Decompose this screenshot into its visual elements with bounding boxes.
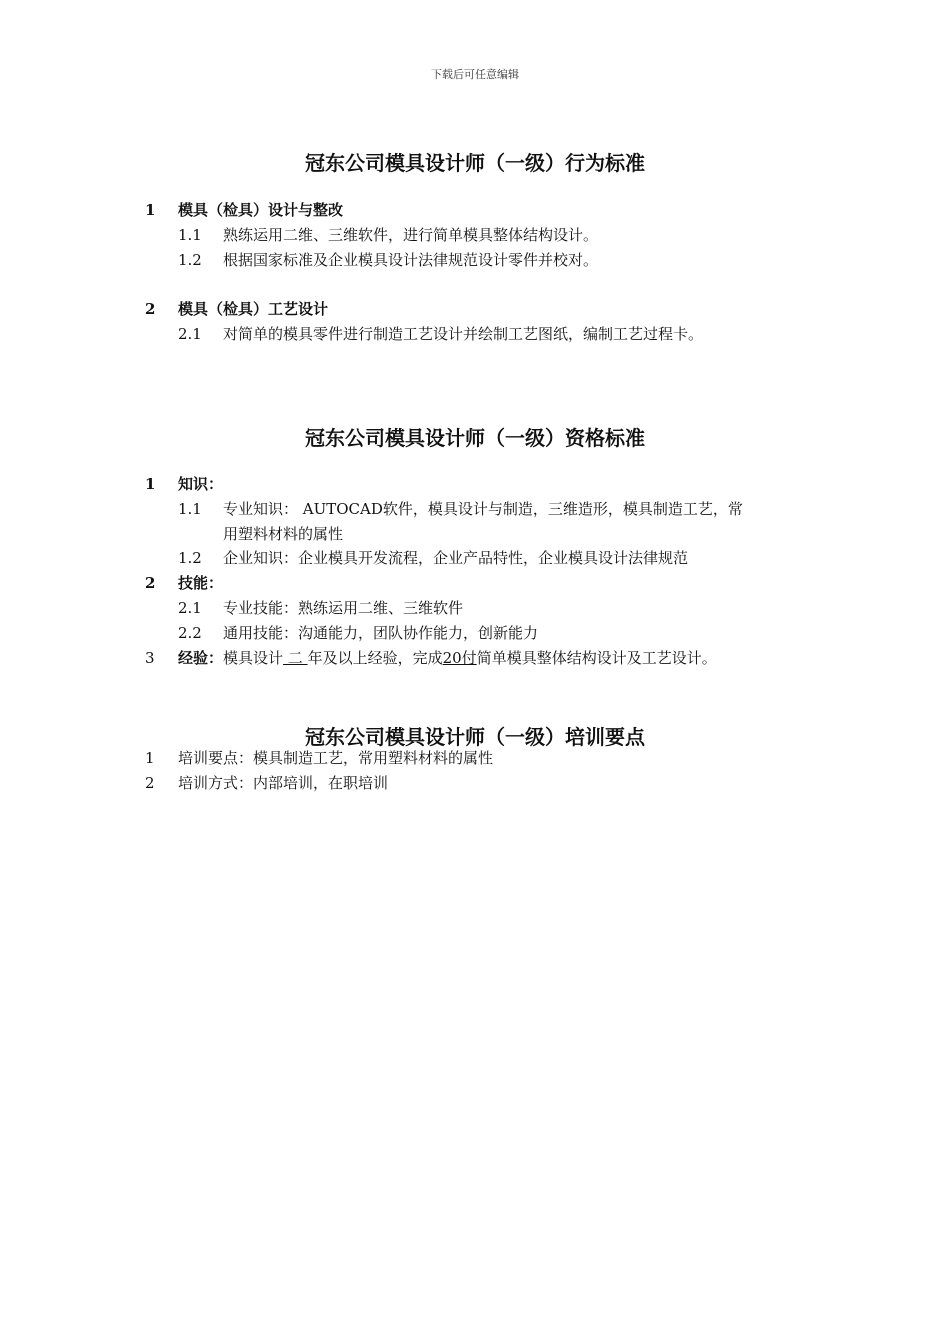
item-number: 2	[145, 574, 156, 592]
sub-number: 2.2	[178, 624, 202, 642]
sub-text-continuation: 用塑料材料的属性	[223, 525, 344, 543]
sub-number: 1.2	[178, 251, 202, 269]
item-number: 1	[145, 749, 155, 767]
sub-text: 通用技能：沟通能力，团队协作能力，创新能力	[223, 624, 539, 642]
sub-text: 熟练运用二维、三维软件，进行简单模具整体结构设计。	[223, 226, 599, 244]
sub-number: 2.1	[178, 325, 202, 343]
experience-text-b: 年及以上经验，完成	[307, 649, 443, 667]
item-heading: 模具（检具）工艺设计	[178, 300, 329, 318]
sub-number: 2.1	[178, 599, 202, 617]
item-number: 2	[145, 774, 155, 792]
sub-text: 对简单的模具零件进行制造工艺设计并绘制工艺图纸，编制工艺过程卡。	[223, 325, 704, 343]
item-heading: 技能：	[178, 574, 224, 592]
experience-text-a: 模具设计	[223, 649, 284, 667]
item-number: 1	[145, 475, 156, 493]
sub-text: 根据国家标准及企业模具设计法律规范设计零件并校对。	[223, 251, 599, 269]
item-number: 2	[145, 300, 156, 318]
sub-number: 1.1	[178, 500, 202, 518]
item-number: 3	[145, 649, 155, 667]
experience-line	[178, 646, 717, 671]
sub-text: 专业技能：熟练运用二维、三维软件	[223, 599, 464, 617]
sub-number: 1.1	[178, 226, 202, 244]
sub-text: 专业知识： AUTOCAD软件，模具设计与制造，三维造形，模具制造工艺，常	[223, 500, 743, 518]
item-text: 培训要点：模具制造工艺，常用塑料材料的属性	[178, 749, 494, 767]
item-heading: 模具（检具）设计与整改	[178, 201, 344, 219]
item-number: 1	[145, 201, 156, 219]
item-heading: 经验：	[178, 649, 224, 667]
experience-count: 20付	[442, 649, 477, 667]
item-heading: 知识：	[178, 475, 224, 493]
sub-text: 企业知识：企业模具开发流程，企业产品特性，企业模具设计法律规范	[223, 549, 689, 567]
experience-years-blank: 二	[283, 649, 308, 667]
experience-text-c: 简单模具整体结构设计及工艺设计。	[476, 649, 717, 667]
section2-title: 冠东公司模具设计师（一级）资格标准	[305, 426, 645, 450]
header-note: 下载后可任意编辑	[431, 68, 519, 81]
section3-title: 冠东公司模具设计师（一级）培训要点	[305, 725, 645, 749]
section1-title: 冠东公司模具设计师（一级）行为标准	[305, 151, 645, 175]
sub-number: 1.2	[178, 549, 202, 567]
item-text: 培训方式：内部培训，在职培训	[178, 774, 389, 792]
